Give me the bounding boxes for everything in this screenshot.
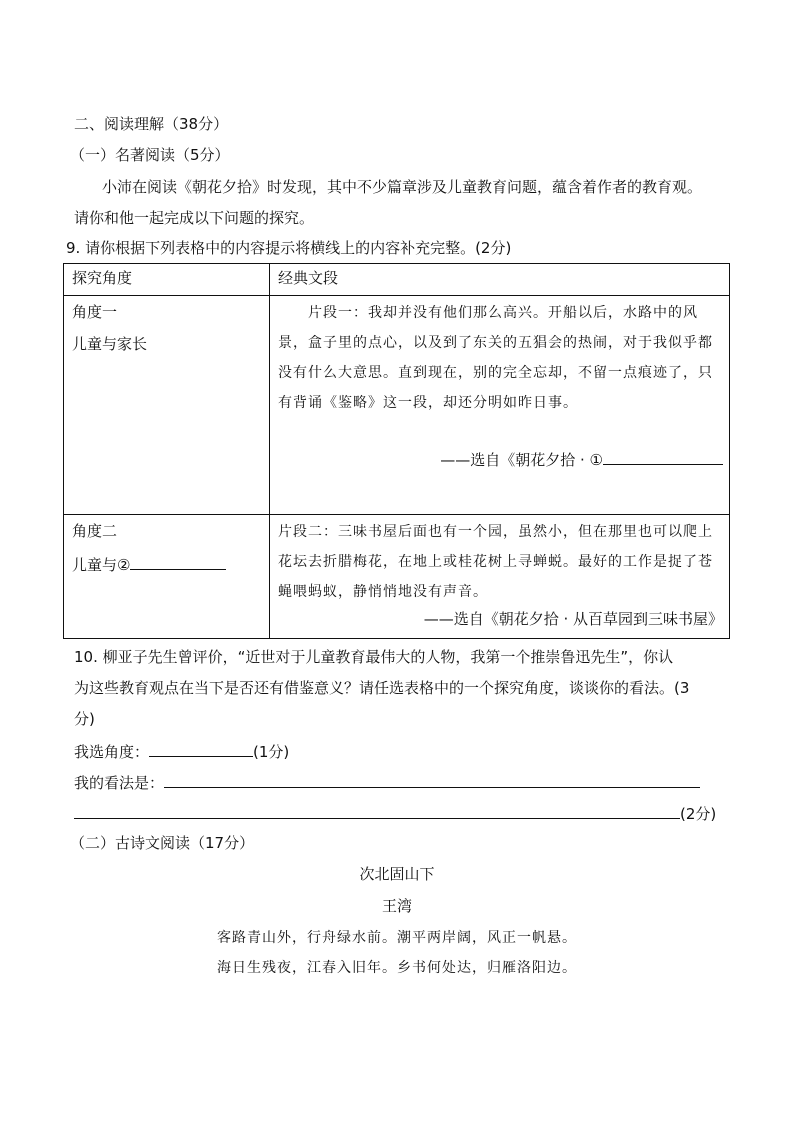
excerpt-one-source: ——选自《朝花夕拾 · ① bbox=[440, 451, 603, 469]
excerpt-two-cell bbox=[270, 515, 730, 639]
question-10-line-2: 为这些教育观点在当下是否还有借鉴意义？请任选表格中的一个探究角度，谈谈你的看法。(3 bbox=[74, 679, 690, 697]
angle-two-title: 角度二 bbox=[72, 522, 118, 540]
angle-one-cell bbox=[64, 296, 270, 515]
question-9: 9. 请你根据下列表格中的内容提示将横线上的内容补充完整。(2分) bbox=[66, 239, 512, 257]
angle-choice-blank[interactable] bbox=[149, 740, 253, 757]
poem-title: 次北固山下 bbox=[359, 865, 435, 883]
excerpt-one-cell bbox=[270, 296, 730, 515]
intro-line-1: 小沛在阅读《朝花夕拾》时发现，其中不少篇章涉及儿童教育问题，蕴含着作者的教育观。 bbox=[102, 178, 703, 196]
question-10-line-3: 分) bbox=[74, 710, 95, 728]
blank-2[interactable] bbox=[130, 553, 226, 570]
question-10-line-1: 10. 柳亚子先生曾评价，“近世对于儿童教育最伟大的人物，我第一个推崇鲁迅先生”，你认 bbox=[74, 648, 674, 666]
excerpt-two-source: ——选自《朝花夕拾 · 从百草园到三味书屋》 bbox=[423, 610, 723, 628]
opinion-blank-2[interactable] bbox=[74, 802, 680, 819]
opinion-points: (2分) bbox=[680, 805, 717, 823]
angle-choice-label: 我选角度： bbox=[74, 743, 150, 761]
angle-one-title: 角度一 bbox=[72, 303, 118, 321]
blank-1[interactable] bbox=[603, 448, 723, 465]
table-header-text: 经典文段 bbox=[270, 264, 730, 296]
part1-title: （一）名著阅读（5分） bbox=[70, 146, 230, 164]
table-header-angle: 探究角度 bbox=[64, 264, 270, 296]
exploration-table bbox=[63, 263, 730, 639]
poem-line-1: 客路青山外，行舟绿水前。潮平两岸阔，风正一帆悬。 bbox=[217, 930, 577, 946]
excerpt-one: 片段一：我却并没有他们那么高兴。开船以后，水路中的风景，盒子里的点心，以及到了东关的五猖会的热闹，对于我似乎都没有什么大意思。直到现在，别的完全忘却，不留一点痕迹了，只有背诵《鉴略》这一段，却还分明如昨日事。 bbox=[278, 305, 713, 411]
section-title: 二、阅读理解（38分） bbox=[74, 115, 229, 133]
poem-line-2: 海日生残夜，江春入旧年。乡书何处达，归雁洛阳边。 bbox=[217, 960, 577, 976]
part2-title: （二）古诗文阅读（17分） bbox=[70, 834, 255, 852]
angle-choice-points: (1分) bbox=[253, 743, 290, 761]
excerpt-two: 片段二：三味书屋后面也有一个园，虽然小，但在那里也可以爬上花坛去折腊梅花，在地上或桂花树上寻蝉蜕。最好的工作是捉了苍蝇喂蚂蚁，静悄悄地没有声音。 bbox=[278, 524, 713, 600]
angle-two-cell bbox=[64, 515, 270, 639]
poem-author: 王湾 bbox=[381, 897, 412, 915]
angle-two-topic: 儿童与② bbox=[72, 556, 131, 574]
intro-line-2: 请你和他一起完成以下问题的探究。 bbox=[74, 209, 315, 227]
opinion-blank-1[interactable] bbox=[164, 771, 700, 788]
opinion-label: 我的看法是： bbox=[74, 774, 165, 792]
angle-one-topic: 儿童与家长 bbox=[72, 335, 148, 353]
